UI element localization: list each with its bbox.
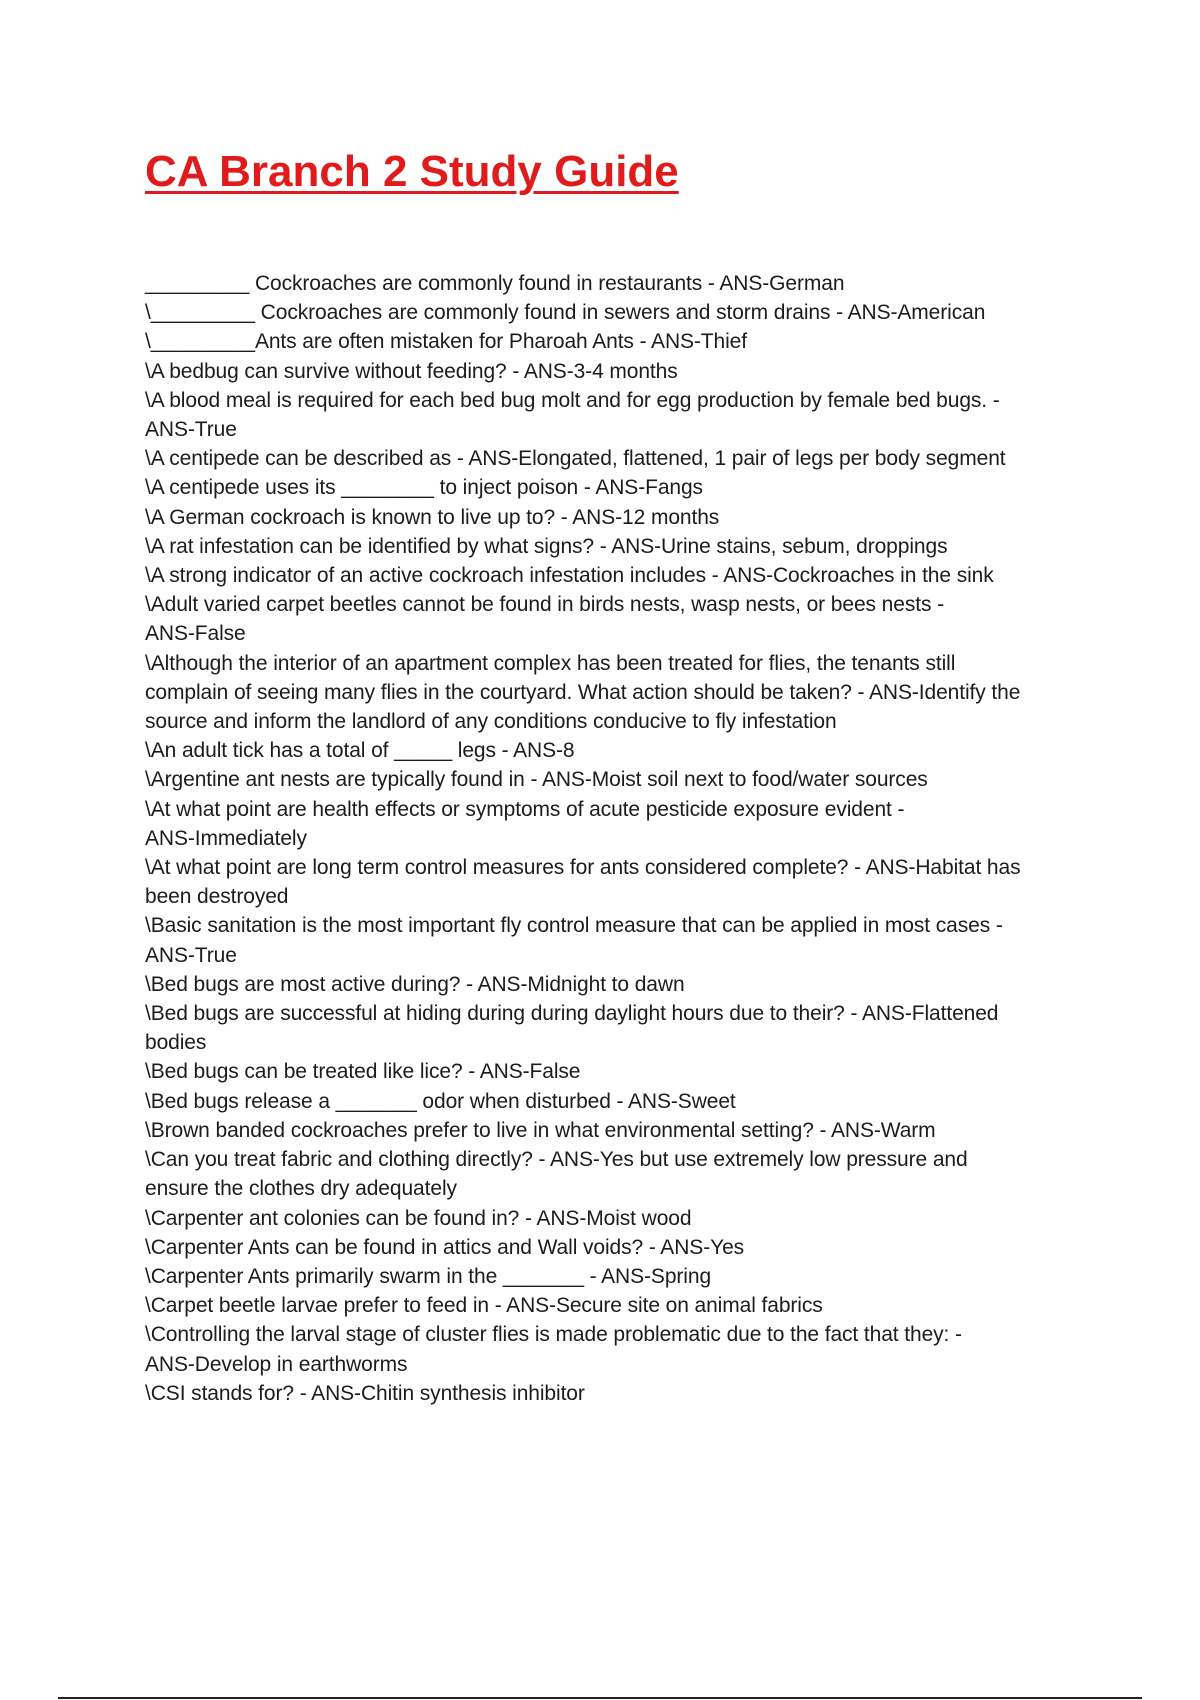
study-guide-line: \A blood meal is required for each bed bug molt and for egg production by female bed bugs. - — [145, 388, 1000, 412]
study-guide-line: bodies — [145, 1031, 207, 1055]
study-guide-line: \Controlling the larval stage of cluster flies is made problematic due to the fact that they: - — [145, 1323, 962, 1347]
study-guide-line: \Carpenter Ants primarily swarm in the _______ - ANS-Spring — [145, 1264, 712, 1288]
study-guide-line: ANS-True — [145, 418, 237, 442]
study-guide-line: \A German cockroach is known to live up to? - ANS-12 months — [145, 505, 720, 529]
study-guide-line: ANS-False — [145, 622, 246, 646]
study-guide-line: \CSI stands for? - ANS-Chitin synthesis inhibitor — [145, 1381, 585, 1405]
study-guide-line: \At what point are long term control measures for ants considered complete? - ANS-Habitat has — [145, 856, 1021, 880]
study-guide-line: _________ Cockroaches are commonly found in restaurants - ANS-German — [145, 272, 845, 295]
study-guide-line: \A centipede can be described as - ANS-Elongated, flattened, 1 pair of legs per body segment — [145, 447, 1006, 471]
study-guide-line: \Carpenter ant colonies can be found in? - ANS-Moist wood — [145, 1206, 692, 1230]
study-guide-line: been destroyed — [145, 885, 289, 909]
study-guide-line: \A rat infestation can be identified by what signs? - ANS-Urine stains, sebum, droppings — [145, 534, 948, 558]
study-guide-line: \At what point are health effects or symptoms of acute pesticide exposure evident - — [145, 797, 905, 821]
study-guide-line: complain of seeing many flies in the courtyard. What action should be taken? - ANS-Identify the — [145, 680, 1021, 704]
study-guide-line: \_________Ants are often mistaken for Pharoah Ants - ANS-Thief — [145, 330, 747, 354]
study-guide-line: ANS-Develop in earthworms — [145, 1352, 408, 1376]
study-guide-content — [145, 269, 1085, 1408]
study-guide-line: \Can you treat fabric and clothing directly? - ANS-Yes but use extremely low pressure and — [145, 1148, 968, 1172]
study-guide-line: \_________ Cockroaches are commonly found in sewers and storm drains - ANS-American — [145, 301, 986, 325]
study-guide-line: \Bed bugs can be treated like lice? - ANS-False — [145, 1060, 581, 1084]
study-guide-line: ANS-True — [145, 943, 237, 967]
study-guide-line: \Argentine ant nests are typically found in - ANS-Moist soil next to food/water sources — [145, 768, 928, 792]
study-guide-line: ensure the clothes dry adequately — [145, 1177, 457, 1201]
study-guide-line: \Bed bugs are successful at hiding during during daylight hours due to their? - ANS-Flattened — [145, 1002, 999, 1026]
study-guide-line: \A strong indicator of an active cockroach infestation includes - ANS-Cockroaches in the sink — [145, 564, 994, 588]
footer-rule — [58, 1697, 1142, 1699]
study-guide-line: \Adult varied carpet beetles cannot be found in birds nests, wasp nests, or bees nests - — [145, 593, 944, 617]
study-guide-line: ANS-Immediately — [145, 826, 307, 850]
study-guide-line: \Bed bugs release a _______ odor when disturbed - ANS-Sweet — [145, 1089, 736, 1113]
study-guide-line: \A bedbug can survive without feeding? - ANS-3-4 months — [145, 359, 678, 383]
study-guide-line: \Bed bugs are most active during? - ANS-Midnight to dawn — [145, 972, 685, 996]
study-guide-line: source and inform the landlord of any conditions conducive to fly infestation — [145, 710, 837, 734]
study-guide-line: \Although the interior of an apartment complex has been treated for flies, the tenants still — [145, 651, 956, 675]
study-guide-line: \Carpet beetle larvae prefer to feed in - ANS-Secure site on animal fabrics — [145, 1294, 823, 1318]
study-guide-line: \An adult tick has a total of _____ legs - ANS-8 — [145, 739, 575, 763]
study-guide-line: \Basic sanitation is the most important fly control measure that can be applied in most cases - — [145, 914, 1003, 938]
study-guide-line: \Brown banded cockroaches prefer to live in what environmental setting? - ANS-Warm — [145, 1118, 936, 1142]
study-guide-line: \Carpenter Ants can be found in attics and Wall voids? - ANS-Yes — [145, 1235, 745, 1259]
study-guide-line: \A centipede uses its ________ to inject poison - ANS-Fangs — [145, 476, 703, 500]
document-title: CA Branch 2 Study Guide — [145, 147, 679, 196]
